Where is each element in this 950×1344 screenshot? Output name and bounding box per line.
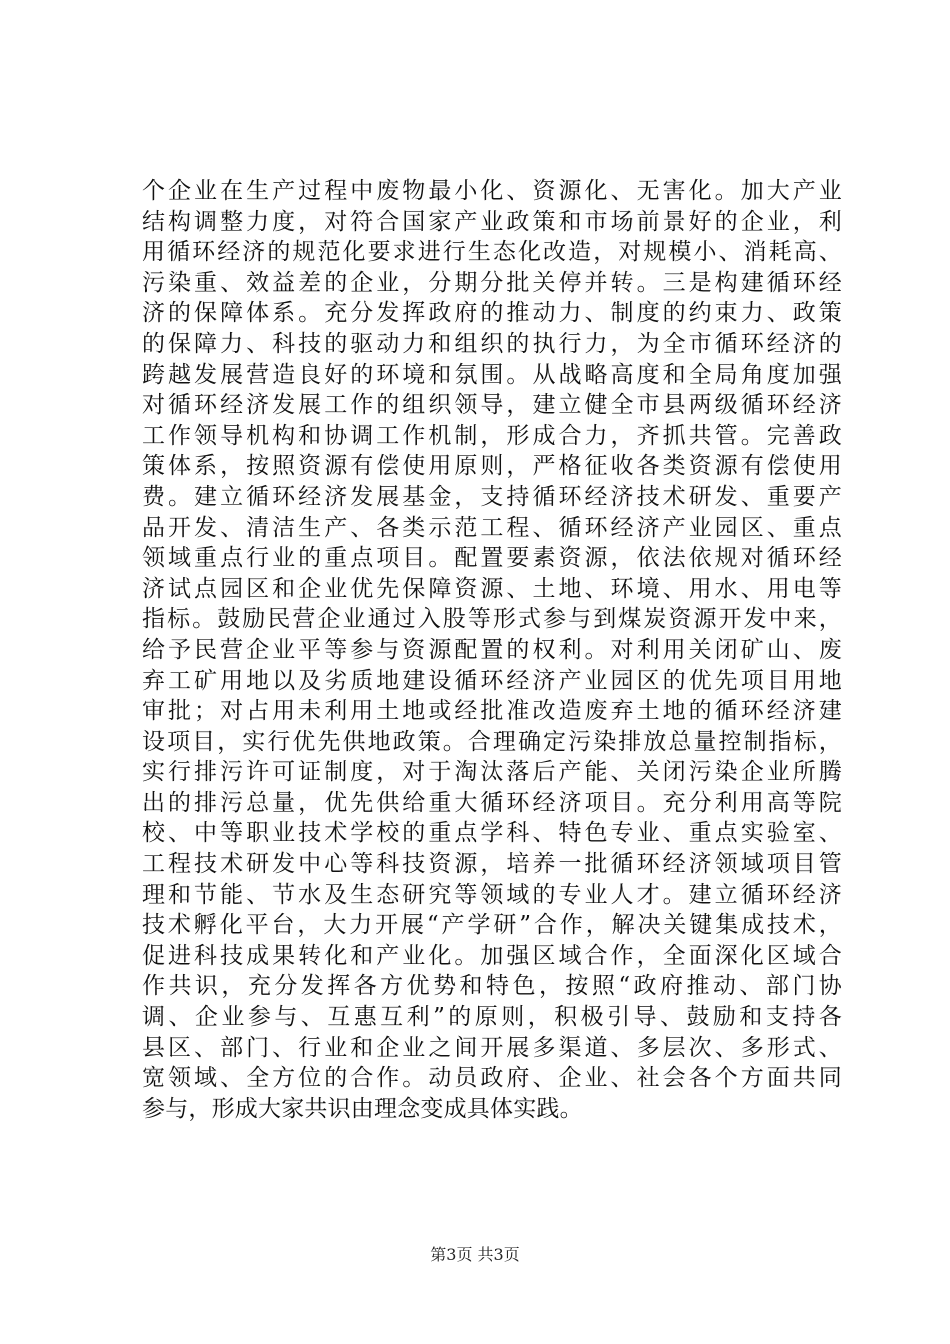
paragraph-line: 宽领域、全方位的合作。动员政府、企业、社会各个方面共同 bbox=[142, 1065, 842, 1092]
paragraph-line: 校、中等职业技术学校的重点学科、特色专业、重点实验室、 bbox=[142, 820, 842, 847]
paragraph-line: 对循环经济发展工作的组织领导，建立健全市县两级循环经济 bbox=[142, 392, 842, 419]
paragraph-line: 调、企业参与、互惠互利”的原则，积极引导、鼓励和支持各 bbox=[142, 1004, 842, 1031]
paragraph-line: 实行排污许可证制度，对于淘汰落后产能、关闭污染企业所腾 bbox=[142, 759, 842, 786]
paragraph-line: 出的排污总量，优先供给重大循环经济项目。充分利用高等院 bbox=[142, 789, 842, 816]
page-number-footer: 第3页 共3页 bbox=[430, 1245, 520, 1264]
paragraph-line: 审批；对占用未利用土地或经批准改造废弃土地的循环经济建 bbox=[142, 698, 842, 725]
paragraph-line: 跨越发展营造良好的环境和氛围。从战略高度和全局角度加强 bbox=[142, 361, 842, 388]
paragraph-line: 领域重点行业的重点项目。配置要素资源，依法依规对循环经 bbox=[142, 545, 842, 572]
paragraph-line: 个企业在生产过程中废物最小化、资源化、无害化。加大产业 bbox=[142, 178, 842, 204]
paragraph-line: 的保障力、科技的驱动力和组织的执行力，为全市循环经济的 bbox=[142, 330, 842, 357]
paragraph-line: 污染重、效益差的企业，分期分批关停并转。三是构建循环经 bbox=[142, 269, 842, 296]
paragraph-line: 弃工矿用地以及劣质地建设循环经济产业园区的优先项目用地 bbox=[142, 667, 842, 694]
paragraph-line-last: 参与，形成大家共识由理念变成具体实践。 bbox=[142, 1095, 583, 1122]
paragraph-line: 工程技术研发中心等科技资源，培养一批循环经济领域项目管 bbox=[142, 851, 842, 878]
paragraph-line: 用循环经济的规范化要求进行生态化改造，对规模小、消耗高、 bbox=[142, 239, 842, 266]
paragraph-line: 工作领导机构和协调工作机制，形成合力，齐抓共管。完善政 bbox=[142, 422, 842, 449]
body-paragraph bbox=[142, 176, 842, 1124]
paragraph-line: 技术孵化平台，大力开展“产学研”合作，解决关键集成技术， bbox=[142, 912, 842, 939]
paragraph-line: 结构调整力度，对符合国家产业政策和市场前景好的企业，利 bbox=[142, 208, 842, 235]
paragraph-line: 作共识，充分发挥各方优势和特色，按照“政府推动、部门协 bbox=[142, 973, 842, 1000]
paragraph-line: 给予民营企业平等参与资源配置的权利。对利用关闭矿山、废 bbox=[142, 636, 842, 663]
paragraph-line: 县区、部门、行业和企业之间开展多渠道、多层次、多形式、 bbox=[142, 1034, 842, 1061]
paragraph-line: 费。建立循环经济发展基金，支持循环经济技术研发、重要产 bbox=[142, 483, 842, 510]
paragraph-line: 指标。鼓励民营企业通过入股等形式参与到煤炭资源开发中来， bbox=[142, 606, 842, 633]
paragraph-line: 促进科技成果转化和产业化。加强区域合作，全面深化区域合 bbox=[142, 942, 842, 969]
paragraph-line: 策体系，按照资源有偿使用原则，严格征收各类资源有偿使用 bbox=[142, 453, 842, 480]
paragraph-line: 设项目，实行优先供地政策。合理确定污染排放总量控制指标， bbox=[142, 728, 842, 755]
paragraph-line: 济试点园区和企业优先保障资源、土地、环境、用水、用电等 bbox=[142, 575, 842, 602]
paragraph-line: 济的保障体系。充分发挥政府的推动力、制度的约束力、政策 bbox=[142, 300, 842, 327]
paragraph-line: 品开发、清洁生产、各类示范工程、循环经济产业园区、重点 bbox=[142, 514, 842, 541]
paragraph-line: 理和节能、节水及生态研究等领域的专业人才。建立循环经济 bbox=[142, 881, 842, 908]
